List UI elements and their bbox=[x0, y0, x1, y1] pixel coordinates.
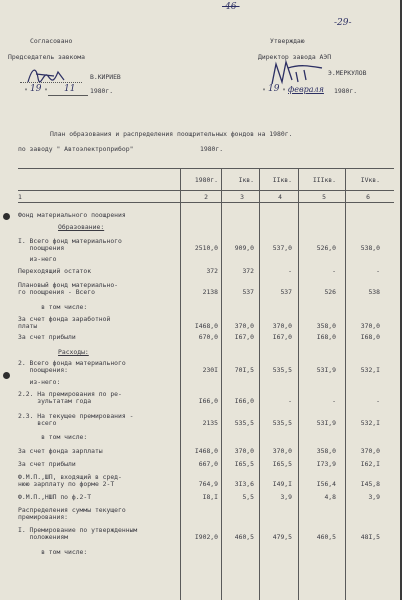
table-cell: 3,9 bbox=[280, 493, 292, 501]
left-date-day: 19 bbox=[30, 84, 42, 94]
table-cell: 538,0 bbox=[360, 244, 380, 252]
left-approver-title: Председатель завкома bbox=[8, 53, 85, 61]
table-cell: 526 bbox=[324, 288, 336, 296]
table-cell: - bbox=[376, 267, 380, 275]
right-date-day: 19 bbox=[268, 84, 280, 94]
row-label: Фонд материального поощрения bbox=[18, 211, 126, 219]
table-cell: 460,5 bbox=[234, 533, 254, 541]
right-approval-word: Утверждаю bbox=[270, 37, 305, 45]
right-date-year: 1980г. bbox=[334, 87, 358, 95]
table-cell: 2138 bbox=[202, 288, 218, 296]
table-cell: 370,0 bbox=[360, 447, 380, 455]
table-cell: 5,5 bbox=[242, 493, 254, 501]
table-cell: 370,0 bbox=[234, 322, 254, 330]
table-cell: I49,I bbox=[272, 480, 292, 488]
column-header-q3: IIIкв. bbox=[312, 176, 336, 184]
row-label: 2.3. На текущее премирования - всего bbox=[18, 412, 134, 427]
table-cell: 53I,9 bbox=[316, 366, 336, 374]
table-header-divider bbox=[18, 190, 394, 191]
table-cell: I65,5 bbox=[234, 460, 254, 468]
column-header-year: 1980г. bbox=[194, 176, 218, 184]
table-col-divider bbox=[298, 168, 299, 600]
row-label: I. Премирование по утвержденным положениям bbox=[18, 526, 138, 541]
table-cell: I62,I bbox=[360, 460, 380, 468]
row-label: Образование: bbox=[58, 223, 105, 231]
table-cell: 358,0 bbox=[316, 447, 336, 455]
row-label: 2.2. На премирования по ре- зультатам года bbox=[18, 390, 122, 405]
row-label: в том числе: bbox=[18, 548, 88, 556]
table-cell: 909,0 bbox=[234, 244, 254, 252]
table-cell: 70I,5 bbox=[234, 366, 254, 374]
table-cell: 526,0 bbox=[316, 244, 336, 252]
table-cell: I902,0 bbox=[194, 533, 218, 541]
left-date-line bbox=[48, 95, 88, 96]
row-label: в том числе: bbox=[18, 433, 88, 441]
column-header-q4: IVкв. bbox=[360, 176, 380, 184]
table-cell: I468,0 bbox=[194, 447, 218, 455]
table-cell: 372 bbox=[206, 267, 218, 275]
row-label: Переходящий остаток bbox=[18, 267, 92, 275]
table-cell: 370,0 bbox=[272, 322, 292, 330]
table-cell: I68,0 bbox=[360, 333, 380, 341]
table-cell: 358,0 bbox=[316, 322, 336, 330]
table-cell: 370,0 bbox=[272, 447, 292, 455]
table-cell: 667,0 bbox=[198, 460, 218, 468]
document-title-line2: по заводу " Автоэлектроприбор" bbox=[18, 145, 134, 153]
row-label: 2. Всего фонда материального поощрения: bbox=[18, 359, 126, 374]
document-title-line1: План образования и распределения поощрительных фондов на 1980г. bbox=[50, 130, 293, 138]
left-signer-name: В.КИРИЕВ bbox=[90, 73, 121, 81]
left-signature bbox=[24, 64, 76, 86]
table-cell: I68,0 bbox=[316, 333, 336, 341]
table-cell: 460,5 bbox=[316, 533, 336, 541]
table-cell: I73,9 bbox=[316, 460, 336, 468]
row-label: I. Всего фонд материального поощрения bbox=[18, 237, 122, 252]
left-date-quote: " bbox=[24, 87, 28, 95]
table-col-divider bbox=[180, 168, 181, 600]
table-cell: 3,9 bbox=[368, 493, 380, 501]
row-label: Распределения суммы текущего премирования: bbox=[18, 506, 126, 521]
table-cell: 479,5 bbox=[272, 533, 292, 541]
column-number: 5 bbox=[322, 193, 326, 201]
column-number: 3 bbox=[240, 193, 244, 201]
row-label: из-него bbox=[18, 255, 57, 263]
left-date-year: 1980г. bbox=[90, 87, 114, 95]
right-date-month: февраля bbox=[288, 85, 324, 94]
table-cell: 535,5 bbox=[234, 419, 254, 427]
row-label: За счет фонда заработной платы bbox=[18, 315, 111, 330]
table-cell: 535,5 bbox=[272, 419, 292, 427]
table-cell: 764,9 bbox=[198, 480, 218, 488]
archive-stamp-number: -46- bbox=[222, 2, 240, 12]
table-cell: - bbox=[332, 397, 336, 405]
row-label: Плановый фонд материально- го поощрения - Всего bbox=[18, 281, 119, 296]
column-number: 4 bbox=[278, 193, 282, 201]
row-label: в том числе: bbox=[18, 303, 88, 311]
table-cell: 537 bbox=[280, 288, 292, 296]
table-cell: 670,0 bbox=[198, 333, 218, 341]
column-number: 1 bbox=[18, 193, 22, 201]
right-date-quote-close: " bbox=[282, 87, 286, 95]
row-label: За счет фонда зарплаты bbox=[18, 447, 103, 455]
column-header-q2: IIкв. bbox=[272, 176, 292, 184]
column-number: 2 bbox=[204, 193, 208, 201]
table-cell: 538 bbox=[368, 288, 380, 296]
table-cell: 48I,5 bbox=[360, 533, 380, 541]
row-label: За счет прибыли bbox=[18, 333, 76, 341]
row-label: Ф.М.П.,ШП, входящий в сред- нюю зарплату по форме 2-Т bbox=[18, 473, 122, 488]
table-cell: - bbox=[332, 267, 336, 275]
left-approval-word: Согласовано bbox=[30, 37, 73, 45]
right-approver-title: Директор завода АЭП bbox=[258, 53, 332, 61]
row-label: Расходы: bbox=[58, 348, 89, 356]
column-number: 6 bbox=[366, 193, 370, 201]
row-label: из-него: bbox=[18, 378, 61, 386]
right-date-quote: " bbox=[262, 87, 266, 95]
table-col-divider bbox=[259, 168, 260, 600]
punch-hole-top bbox=[3, 213, 10, 220]
table-cell: 4,8 bbox=[324, 493, 336, 501]
table-cell: 535,5 bbox=[272, 366, 292, 374]
table-cell: I56,4 bbox=[316, 480, 336, 488]
table-cell: 370,0 bbox=[234, 447, 254, 455]
table-cell: I67,0 bbox=[272, 333, 292, 341]
table-cell: 537,0 bbox=[272, 244, 292, 252]
row-label: За счет прибыли bbox=[18, 460, 76, 468]
row-label: Ф.М.П.,НШП по ф.2-Т bbox=[18, 493, 92, 501]
table-cell: 537 bbox=[242, 288, 254, 296]
punch-hole-bottom bbox=[3, 372, 10, 379]
table-cell: 370,0 bbox=[360, 322, 380, 330]
table-cell: 2510,0 bbox=[194, 244, 218, 252]
table-cell: I67,0 bbox=[234, 333, 254, 341]
table-cell: 532,I bbox=[360, 366, 380, 374]
table-cell: 230I bbox=[202, 366, 218, 374]
table-colnum-divider bbox=[18, 202, 394, 203]
table-cell: I66,0 bbox=[198, 397, 218, 405]
table-cell: 372 bbox=[242, 267, 254, 275]
table-cell: 53I,9 bbox=[316, 419, 336, 427]
left-date-month: 11 bbox=[64, 84, 76, 94]
column-header-q1: Iкв. bbox=[238, 176, 254, 184]
table-cell: I65,5 bbox=[272, 460, 292, 468]
right-signer-name: Э.МЕРКУЛОВ bbox=[328, 69, 367, 77]
table-cell: 532,I bbox=[360, 419, 380, 427]
table-cell: - bbox=[288, 397, 292, 405]
table-cell: 3I3,6 bbox=[234, 480, 254, 488]
table-cell: I8,I bbox=[202, 493, 218, 501]
table-col-divider bbox=[221, 168, 222, 600]
table-cell: - bbox=[376, 397, 380, 405]
document-title-year: 1980г. bbox=[200, 145, 224, 153]
page-number: -29- bbox=[334, 18, 352, 28]
table-cell: - bbox=[288, 267, 292, 275]
table-cell: 2135 bbox=[202, 419, 218, 427]
table-cell: I45,8 bbox=[360, 480, 380, 488]
table-cell: I66,0 bbox=[234, 397, 254, 405]
table-top-border bbox=[18, 168, 394, 169]
table-col-divider bbox=[345, 168, 346, 600]
table-cell: I468,0 bbox=[194, 322, 218, 330]
left-date-quote-close: " bbox=[44, 87, 48, 95]
